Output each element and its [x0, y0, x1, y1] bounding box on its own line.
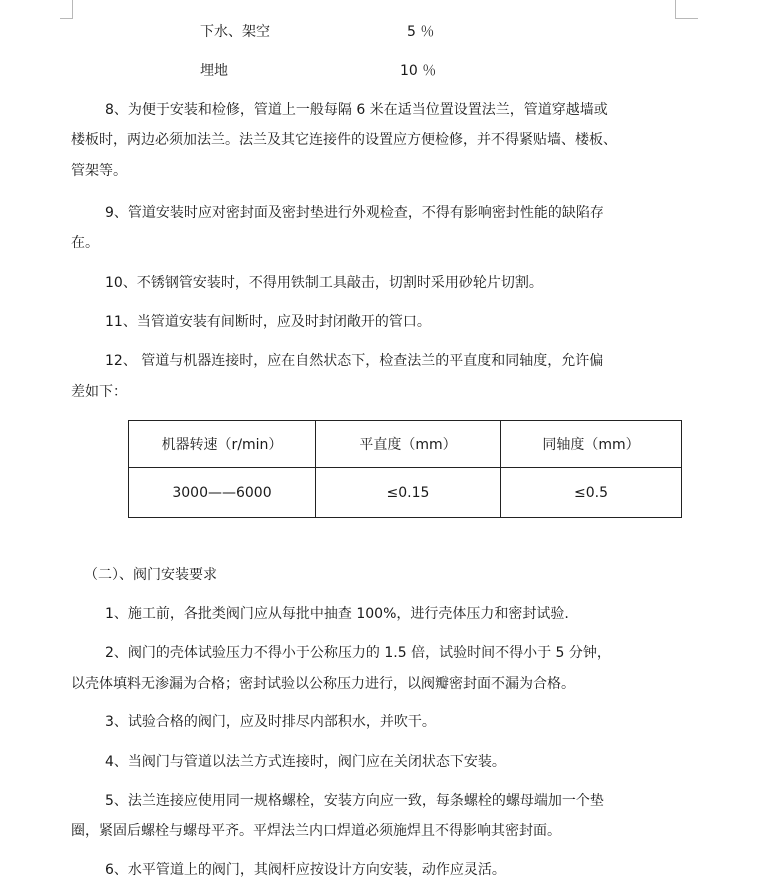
paragraph-8-line-3: 管架等。 — [71, 163, 127, 179]
rate-label: 埋地 — [200, 63, 228, 79]
valve-item-1: 1、施工前，各批类阀门应从每批中抽查 100%，进行壳体压力和密封试验. — [105, 606, 569, 622]
valve-item-2-line-1: 2、阀门的壳体试验压力不得小于公称压力的 1.5 倍，试验时间不得小于 5 分钟， — [105, 645, 611, 661]
paragraph-9-line-1: 9、管道安装时应对密封面及密封垫进行外观检查，不得有影响密封性能的缺陷存 — [105, 205, 604, 221]
table-row — [129, 468, 682, 518]
table-header-cell: 平直度（mm） — [316, 421, 501, 468]
valve-item-3: 3、试验合格的阀门，应及时排尽内部积水，并吹干。 — [105, 714, 436, 730]
paragraph-8-line-2: 楼板时，两边必须加法兰。法兰及其它连接件的设置应方便检修，并不得紧贴墙、楼板、 — [71, 132, 617, 148]
paragraph-8-line-1: 8、为便于安装和检修，管道上一般每隔 6 米在适当位置设置法兰，管道穿越墙或 — [105, 102, 608, 118]
table-cell: ≤0.5 — [501, 468, 682, 518]
section-title: （二）、阀门安装要求 — [84, 567, 217, 583]
paragraph-10: 10、不锈钢管安装时，不得用铁制工具敲击，切割时采用砂轮片切割。 — [105, 275, 543, 291]
rate-label: 下水、架空 — [200, 24, 270, 40]
table-cell: 3000——6000 — [129, 468, 316, 518]
valve-item-4: 4、当阀门与管道以法兰方式连接时，阀门应在关闭状态下安装。 — [105, 754, 506, 770]
table-header-cell: 同轴度（mm） — [501, 421, 682, 468]
paragraph-9-line-2: 在。 — [71, 235, 99, 251]
page-corner-mark-left — [60, 0, 73, 19]
table-cell: ≤0.15 — [316, 468, 501, 518]
valve-item-6: 6、水平管道上的阀门，其阀杆应按设计方向安装，动作应灵活。 — [105, 862, 506, 878]
table-header-row — [129, 421, 682, 468]
valve-item-5-line-1: 5、法兰连接应使用同一规格螺栓，安装方向应一致，每条螺栓的螺母端加一个垫 — [105, 793, 604, 809]
page-corner-mark-right — [675, 0, 698, 19]
valve-item-5-line-2: 圈，紧固后螺栓与螺母平齐。平焊法兰内口焊道必须施焊且不得影响其密封面。 — [71, 823, 561, 839]
tolerance-table — [128, 420, 682, 518]
paragraph-11: 11、当管道安装有间断时，应及时封闭敞开的管口。 — [105, 314, 431, 330]
valve-item-2-line-2: 以壳体填料无渗漏为合格；密封试验以公称压力进行，以阀瓣密封面不漏为合格。 — [71, 676, 575, 692]
paragraph-12-line-2: 差如下： — [71, 384, 127, 400]
rate-value: 10 ％ — [400, 63, 437, 79]
table-header-cell: 机器转速（r/min） — [129, 421, 316, 468]
rate-value: 5 ％ — [407, 24, 435, 40]
paragraph-12-line-1: 12、 管道与机器连接时，应在自然状态下，检查法兰的平直度和同轴度，允许偏 — [105, 353, 604, 369]
